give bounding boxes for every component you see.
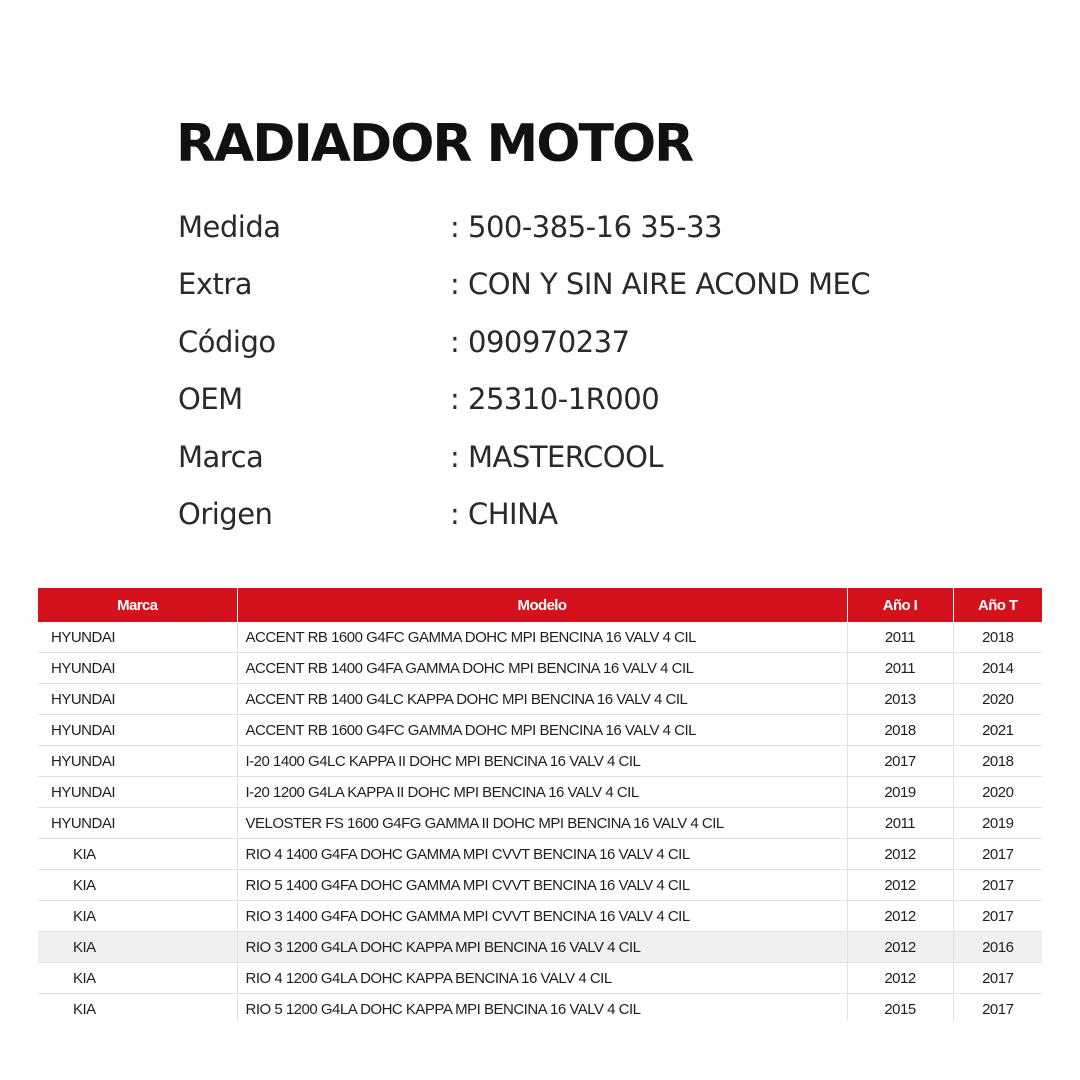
column-header-modelo: Modelo xyxy=(237,588,847,622)
table-row xyxy=(38,746,1042,777)
cell-ano-inicio: 2019 xyxy=(847,777,953,808)
table-row xyxy=(38,963,1042,994)
table-row-highlighted xyxy=(38,932,1042,963)
table-header-row xyxy=(38,588,1042,622)
spec-value: : 090970237 xyxy=(450,324,630,359)
spec-row-medida xyxy=(178,198,938,256)
table-row xyxy=(38,777,1042,808)
spec-row-oem xyxy=(178,371,938,429)
table-row xyxy=(38,839,1042,870)
cell-marca: KIA xyxy=(38,994,237,1021)
compatibility-table-container xyxy=(38,588,1042,1020)
table-row xyxy=(38,684,1042,715)
cell-ano-termino: 2017 xyxy=(953,963,1042,994)
spec-label: Extra xyxy=(178,267,253,302)
cell-ano-inicio: 2015 xyxy=(847,994,953,1021)
column-header-marca: Marca xyxy=(38,588,237,622)
cell-ano-termino: 2017 xyxy=(953,994,1042,1021)
cell-ano-termino: 2017 xyxy=(953,870,1042,901)
table-row xyxy=(38,901,1042,932)
cell-ano-inicio: 2012 xyxy=(847,901,953,932)
cell-marca: KIA xyxy=(38,932,237,963)
spec-row-marca xyxy=(178,428,938,486)
cell-ano-inicio: 2012 xyxy=(847,932,953,963)
cell-ano-inicio: 2011 xyxy=(847,653,953,684)
spec-value: : 25310-1R000 xyxy=(450,382,660,417)
spec-row-extra xyxy=(178,256,938,314)
cell-modelo: RIO 3 1200 G4LA DOHC KAPPA MPI BENCINA 16 VALV 4 CIL xyxy=(237,932,847,963)
spec-row-origen xyxy=(178,486,938,544)
cell-modelo: RIO 3 1400 G4FA DOHC GAMMA MPI CVVT BENCINA 16 VALV 4 CIL xyxy=(237,901,847,932)
table-row xyxy=(38,808,1042,839)
spec-row-codigo xyxy=(178,313,938,371)
cell-marca: KIA xyxy=(38,870,237,901)
cell-ano-inicio: 2017 xyxy=(847,746,953,777)
cell-modelo: ACCENT RB 1600 G4FC GAMMA DOHC MPI BENCINA 16 VALV 4 CIL xyxy=(237,622,847,653)
table-row xyxy=(38,870,1042,901)
cell-ano-termino: 2017 xyxy=(953,901,1042,932)
cell-ano-inicio: 2012 xyxy=(847,839,953,870)
cell-modelo: VELOSTER FS 1600 G4FG GAMMA II DOHC MPI BENCINA 16 VALV 4 CIL xyxy=(237,808,847,839)
cell-marca: HYUNDAI xyxy=(38,777,237,808)
cell-marca: KIA xyxy=(38,901,237,932)
cell-modelo: I-20 1400 G4LC KAPPA II DOHC MPI BENCINA 16 VALV 4 CIL xyxy=(237,746,847,777)
cell-ano-inicio: 2011 xyxy=(847,622,953,653)
cell-modelo: RIO 4 1400 G4FA DOHC GAMMA MPI CVVT BENCINA 16 VALV 4 CIL xyxy=(237,839,847,870)
cell-modelo: ACCENT RB 1400 G4LC KAPPA DOHC MPI BENCINA 16 VALV 4 CIL xyxy=(237,684,847,715)
spec-label: OEM xyxy=(178,382,243,417)
spec-label: Código xyxy=(178,324,276,359)
cell-ano-termino: 2021 xyxy=(953,715,1042,746)
spec-value: : CON Y SIN AIRE ACOND MEC xyxy=(450,267,871,302)
cell-marca: KIA xyxy=(38,839,237,870)
cell-modelo: ACCENT RB 1600 G4FC GAMMA DOHC MPI BENCINA 16 VALV 4 CIL xyxy=(237,715,847,746)
cell-marca: KIA xyxy=(38,963,237,994)
spec-label: Marca xyxy=(178,439,264,474)
cell-marca: HYUNDAI xyxy=(38,715,237,746)
spec-value: : MASTERCOOL xyxy=(450,439,664,474)
spec-list xyxy=(178,198,938,543)
column-header-ano-termino: Año T xyxy=(953,588,1042,622)
cell-ano-inicio: 2018 xyxy=(847,715,953,746)
spec-label: Origen xyxy=(178,497,273,532)
cell-ano-inicio: 2011 xyxy=(847,808,953,839)
table-row xyxy=(38,622,1042,653)
cell-ano-inicio: 2012 xyxy=(847,963,953,994)
cell-modelo: RIO 5 1200 G4LA DOHC KAPPA MPI BENCINA 16 VALV 4 CIL xyxy=(237,994,847,1021)
cell-ano-inicio: 2013 xyxy=(847,684,953,715)
cell-marca: HYUNDAI xyxy=(38,746,237,777)
cell-marca: HYUNDAI xyxy=(38,622,237,653)
cell-modelo: RIO 5 1400 G4FA DOHC GAMMA MPI CVVT BENCINA 16 VALV 4 CIL xyxy=(237,870,847,901)
cell-ano-termino: 2017 xyxy=(953,839,1042,870)
product-title: RADIADOR MOTOR xyxy=(176,114,693,174)
table-row xyxy=(38,994,1042,1021)
table-row xyxy=(38,715,1042,746)
cell-ano-termino: 2020 xyxy=(953,684,1042,715)
compatibility-table xyxy=(38,588,1042,1020)
cell-ano-termino: 2020 xyxy=(953,777,1042,808)
table-body xyxy=(38,622,1042,1020)
cell-modelo: I-20 1200 G4LA KAPPA II DOHC MPI BENCINA 16 VALV 4 CIL xyxy=(237,777,847,808)
spec-value: : CHINA xyxy=(450,497,558,532)
cell-ano-termino: 2019 xyxy=(953,808,1042,839)
cell-ano-inicio: 2012 xyxy=(847,870,953,901)
cell-marca: HYUNDAI xyxy=(38,808,237,839)
cell-ano-termino: 2018 xyxy=(953,746,1042,777)
column-header-ano-inicio: Año I xyxy=(847,588,953,622)
spec-label: Medida xyxy=(178,209,281,244)
cell-modelo: ACCENT RB 1400 G4FA GAMMA DOHC MPI BENCINA 16 VALV 4 CIL xyxy=(237,653,847,684)
cell-marca: HYUNDAI xyxy=(38,684,237,715)
cell-ano-termino: 2016 xyxy=(953,932,1042,963)
cell-marca: HYUNDAI xyxy=(38,653,237,684)
table-header xyxy=(38,588,1042,622)
table-row xyxy=(38,653,1042,684)
cell-modelo: RIO 4 1200 G4LA DOHC KAPPA BENCINA 16 VALV 4 CIL xyxy=(237,963,847,994)
cell-ano-termino: 2014 xyxy=(953,653,1042,684)
cell-ano-termino: 2018 xyxy=(953,622,1042,653)
spec-value: : 500-385-16 35-33 xyxy=(450,209,723,244)
